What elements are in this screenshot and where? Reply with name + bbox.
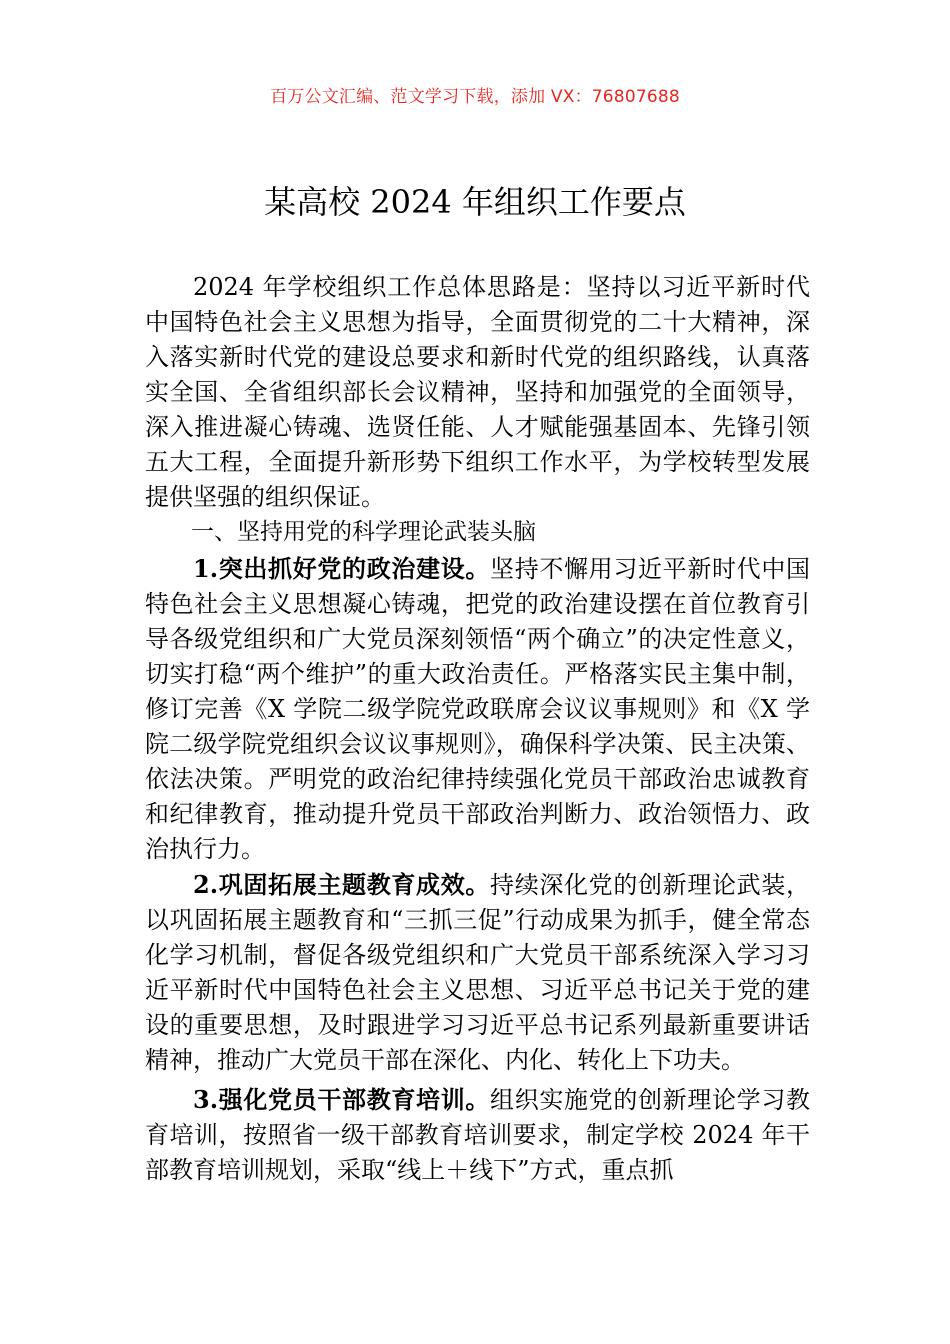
item-1-text: 坚持不懈用习近平新时代中国特色社会主义思想凝心铸魂，把党的政治建设摆在首位教育引导各级党组织和广大党员深刻领悟“两个确立”的决定性意义，切实打稳“两个维护”的重大政治责任。严格落实民主集中制，修订完善《X 学院二级学院党政联席会议议事规则》和《X 学院二级学院党组织会议议事规则》，确保科学决策、民主决策、依法决策。严明党的政治纪律持续强化党员干部政治忠诚教育和纪律教育，推动提升党员干部政治判断力、政治领悟力、政治执行力。 <box>145 555 810 863</box>
list-item-2 <box>145 867 810 1078</box>
item-3-text: 组织实施党的创新理论学习教育培训，按照省一级干部教育培训要求，制定学校 2024 年干部教育培训规划，采取“线上＋线下”方式，重点抓 <box>145 1086 810 1184</box>
item-2-text: 持续深化党的创新理论武装，以巩固拓展主题教育和“三抓三促”行动成果为抓手，健全常态化学习机制，督促各级党组织和广大党员干部系统深入学习习近平新时代中国特色社会主义思想、习近平总书记关于党的建设的重要思想，及时跟进学习习近平总书记系列最新重要讲话精神，推动广大党员干部在深化、内化、转化上下功夫。 <box>145 871 810 1074</box>
item-2-lead: 2.巩固拓展主题教育成效。 <box>193 870 491 899</box>
list-item-1 <box>145 551 810 867</box>
item-1-lead: 1.突出抓好党的政治建设。 <box>193 554 491 583</box>
item-3-lead: 3.强化党员干部教育培训。 <box>193 1085 491 1114</box>
section-heading: 一、坚持用党的科学理论武装头脑 <box>191 519 536 545</box>
intro-paragraph: 2024 年学校组织工作总体思路是：坚持以习近平新时代中国特色社会主义思想为指导，全面贯彻党的二十大精神，深入落实新时代党的建设总要求和新时代党的组织路线，认真落实全国、全省组织部长会议精神，坚持和加强党的全面领导，深入推进凝心铸魂、选贤任能、人才赋能强基固本、先锋引领五大工程，全面提升新形势下组织工作水平，为学校转型发展提供坚强的组织保证。 <box>145 273 810 511</box>
list-item-3 <box>145 1082 810 1188</box>
document-body <box>145 270 810 1188</box>
header-watermark-note: 百万公文汇编、范文学习下载，添加 VX：76807688 <box>270 87 680 107</box>
document-title: 某高校 2024 年组织工作要点 <box>264 183 686 221</box>
